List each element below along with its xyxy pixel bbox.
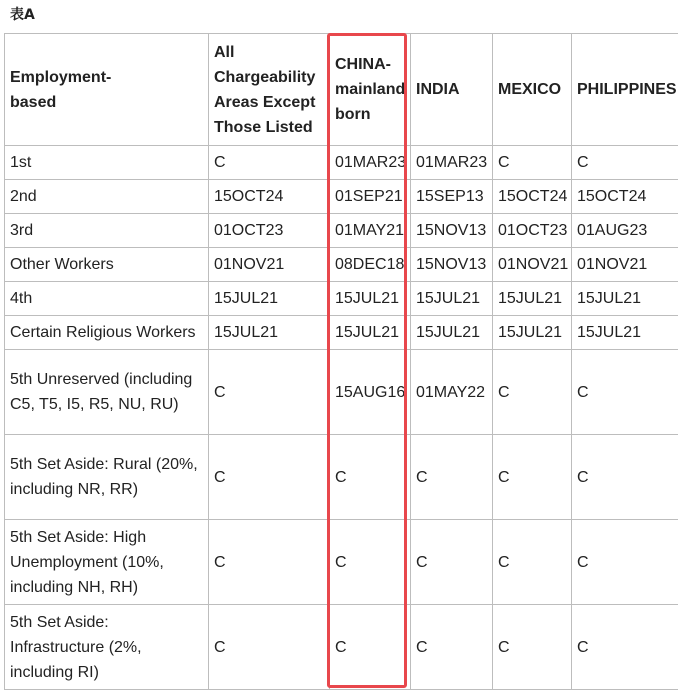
cell-china: 08DEC18 [330,248,411,282]
visa-bulletin-table [4,33,678,690]
cell-philippines: 01AUG23 [572,214,678,248]
row-category: 3rd [5,214,209,248]
cell-mexico: C [493,605,572,690]
cell-india: 15NOV13 [411,248,493,282]
cell-china: 01MAR23 [330,146,411,180]
row-category: 2nd [5,180,209,214]
cell-mexico: C [493,435,572,520]
cell-india: 15JUL21 [411,316,493,350]
header-employment-based [5,34,209,146]
cell-all-chargeability: 01OCT23 [209,214,330,248]
header-mexico: MEXICO [493,34,572,146]
cell-philippines: 01NOV21 [572,248,678,282]
cell-china: 01SEP21 [330,180,411,214]
table-row [5,520,678,605]
cell-all-chargeability: C [209,605,330,690]
cell-india: 01MAR23 [411,146,493,180]
cell-all-chargeability: 15OCT24 [209,180,330,214]
row-category: 4th [5,282,209,316]
table-row [5,350,678,435]
row-category: Certain Religious Workers [5,316,209,350]
table-row [5,180,678,214]
cell-china: C [330,520,411,605]
header-china: CHINA-mainland born [330,34,411,146]
cell-all-chargeability: C [209,350,330,435]
row-category: 5th Set Aside: Rural (20%, including NR, RR) [5,435,209,520]
cell-philippines: C [572,605,678,690]
table-row [5,605,678,690]
cell-china: 15AUG16 [330,350,411,435]
cell-philippines: C [572,146,678,180]
cell-all-chargeability: C [209,146,330,180]
cell-all-chargeability: C [209,435,330,520]
row-category: Other Workers [5,248,209,282]
table-row [5,435,678,520]
cell-india: C [411,520,493,605]
cell-india: 01MAY22 [411,350,493,435]
cell-china: 01MAY21 [330,214,411,248]
table-row [5,282,678,316]
table-row [5,316,678,350]
table-row [5,214,678,248]
cell-all-chargeability: 15JUL21 [209,282,330,316]
header-employment-based-text: Employment-based [10,68,112,111]
cell-philippines: C [572,520,678,605]
cell-all-chargeability: C [209,520,330,605]
table-row [5,146,678,180]
cell-mexico: C [493,520,572,605]
row-category: 5th Set Aside: High Unemployment (10%, including NH, RH) [5,520,209,605]
cell-philippines: 15JUL21 [572,316,678,350]
row-category: 1st [5,146,209,180]
cell-china: C [330,435,411,520]
cell-philippines: 15JUL21 [572,282,678,316]
cell-india: 15NOV13 [411,214,493,248]
header-india: INDIA [411,34,493,146]
table-caption: 表A [10,7,35,23]
cell-india: 15JUL21 [411,282,493,316]
cell-mexico: C [493,146,572,180]
cell-philippines: C [572,435,678,520]
cell-philippines: C [572,350,678,435]
cell-all-chargeability: 15JUL21 [209,316,330,350]
cell-mexico: C [493,350,572,435]
cell-mexico: 15JUL21 [493,316,572,350]
cell-china: 15JUL21 [330,282,411,316]
header-all-chargeability: All Chargeability Areas Except Those Listed [209,34,330,146]
header-row [5,34,678,146]
cell-mexico: 15JUL21 [493,282,572,316]
row-category: 5th Set Aside: Infrastructure (2%, including RI) [5,605,209,690]
cell-all-chargeability: 01NOV21 [209,248,330,282]
table-row [5,248,678,282]
cell-india: 15SEP13 [411,180,493,214]
cell-mexico: 15OCT24 [493,180,572,214]
cell-india: C [411,435,493,520]
cell-mexico: 01OCT23 [493,214,572,248]
cell-china: C [330,605,411,690]
row-category: 5th Unreserved (including C5, T5, I5, R5, NU, RU) [5,350,209,435]
cell-china: 15JUL21 [330,316,411,350]
cell-philippines: 15OCT24 [572,180,678,214]
header-philippines: PHILIPPINES [572,34,678,146]
cell-india: C [411,605,493,690]
cell-mexico: 01NOV21 [493,248,572,282]
